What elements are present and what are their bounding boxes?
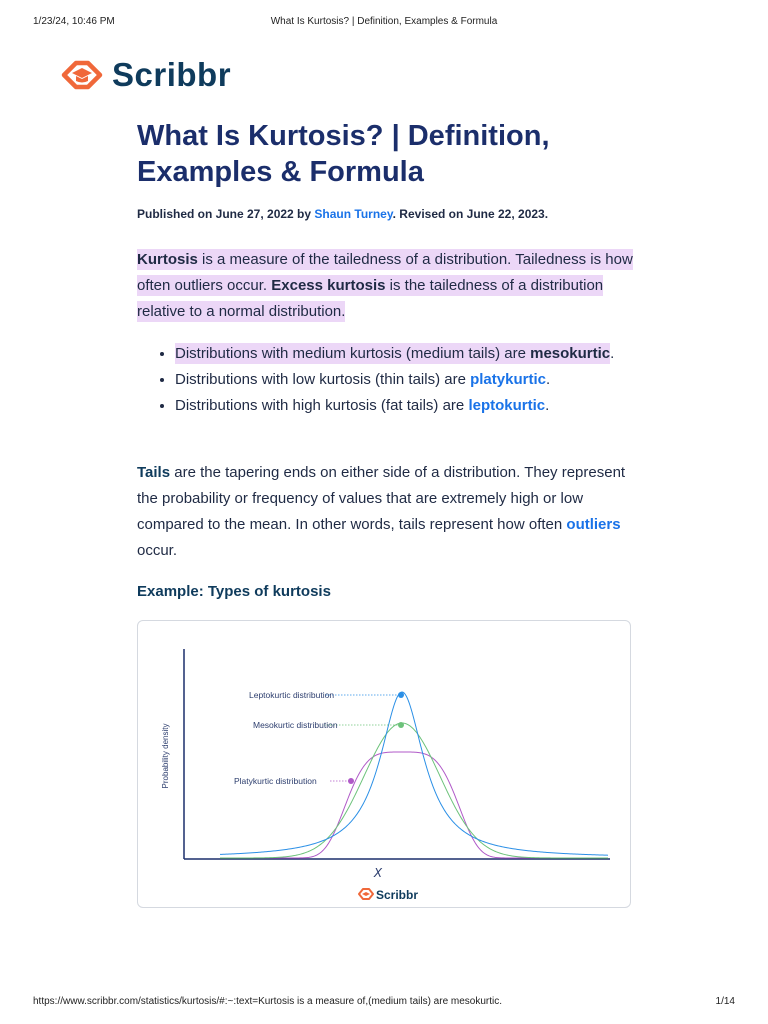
bullet-end: .: [610, 345, 615, 362]
cap-shape: [362, 892, 370, 896]
list-item: [175, 393, 637, 419]
print-doc-title: What Is Kurtosis? | Definition, Examples & Formula: [270, 16, 498, 27]
term-kurtosis: Kurtosis: [137, 251, 198, 268]
byline: [137, 207, 548, 221]
platykurtic-marker: [348, 778, 354, 784]
print-datetime: 1/23/24, 10:46 PM: [33, 16, 115, 27]
term-tails: Tails: [137, 464, 171, 481]
x-axis-label: X: [373, 866, 383, 880]
figure-logo: [359, 888, 418, 902]
tails-text: are the tapering ends on either side of a distribution. They represent the probability or frequency of values that are extremely high or low compared to the mean. In other words, tails represent how often: [137, 464, 626, 533]
intro-paragraph: [137, 247, 637, 325]
author-link[interactable]: Shaun Turney: [314, 207, 393, 221]
term-excess-kurtosis: Excess kurtosis: [271, 277, 386, 294]
page-number: 1/14: [715, 996, 735, 1007]
list-item: [175, 341, 637, 367]
intro-highlight: [137, 249, 633, 322]
mesokurtic-curve: [220, 723, 608, 858]
bullet-end: .: [545, 371, 551, 388]
list-item: [175, 367, 637, 393]
leptokurtic-curve: [220, 692, 608, 855]
outliers-link[interactable]: outliers: [566, 516, 621, 533]
revised-date: . Revised on June 22, 2023.: [392, 207, 549, 221]
term-mesokurtic: mesokurtic: [530, 345, 611, 362]
example-heading: Example: Types of kurtosis: [137, 583, 331, 600]
intro-text-2: is the tailedness of a distribution relative to a normal distribution.: [137, 277, 604, 320]
tails-paragraph: [137, 460, 637, 564]
tails-end: occur.: [137, 542, 178, 559]
mesokurtic-marker: [398, 722, 404, 728]
print-url: https://www.scribbr.com/statistics/kurtosis/#:~:text=Kurtosis is a measure of,(medium tails) are mesokurtic.: [33, 996, 503, 1007]
platykurtic-link[interactable]: platykurtic: [470, 371, 546, 388]
mesokurtic-highlight: [175, 343, 610, 364]
kurtosis-types-list: [137, 341, 637, 419]
intro-text-1: is a measure of the tailedness of a distribution. Tailedness is how often outliers occur.: [137, 251, 633, 294]
platykurtic-label: Platykurtic distribution: [234, 776, 317, 786]
bullet-text: Distributions with high kurtosis (fat tails) are: [175, 397, 469, 414]
scribbr-logo[interactable]: [60, 56, 231, 94]
leptokurtic-marker: [398, 692, 404, 698]
brand-name: Scribbr: [112, 56, 232, 93]
bullet-text: Distributions with low kurtosis (thin tails) are: [175, 371, 471, 388]
page-title: What Is Kurtosis? | Definition, Examples & Formula: [137, 120, 550, 188]
published-date: Published on June 27, 2022 by: [137, 207, 315, 221]
figure-logo-text: Scribbr: [376, 888, 419, 902]
leptokurtic-label: Leptokurtic distribution: [249, 690, 335, 700]
graduation-cap-chevron-icon: [60, 57, 104, 93]
platykurtic-curve: [220, 752, 608, 858]
bullet-end: .: [545, 397, 550, 414]
mesokurtic-label: Mesokurtic distribution: [253, 720, 338, 730]
leptokurtic-link[interactable]: leptokurtic: [468, 397, 546, 414]
print-footer: [33, 996, 735, 1007]
kurtosis-figure-svg: [138, 621, 632, 909]
y-axis-label: Probability density: [161, 723, 170, 789]
kurtosis-figure: [137, 620, 631, 908]
bullet-text: Distributions with medium kurtosis (medium tails) are: [175, 345, 531, 362]
